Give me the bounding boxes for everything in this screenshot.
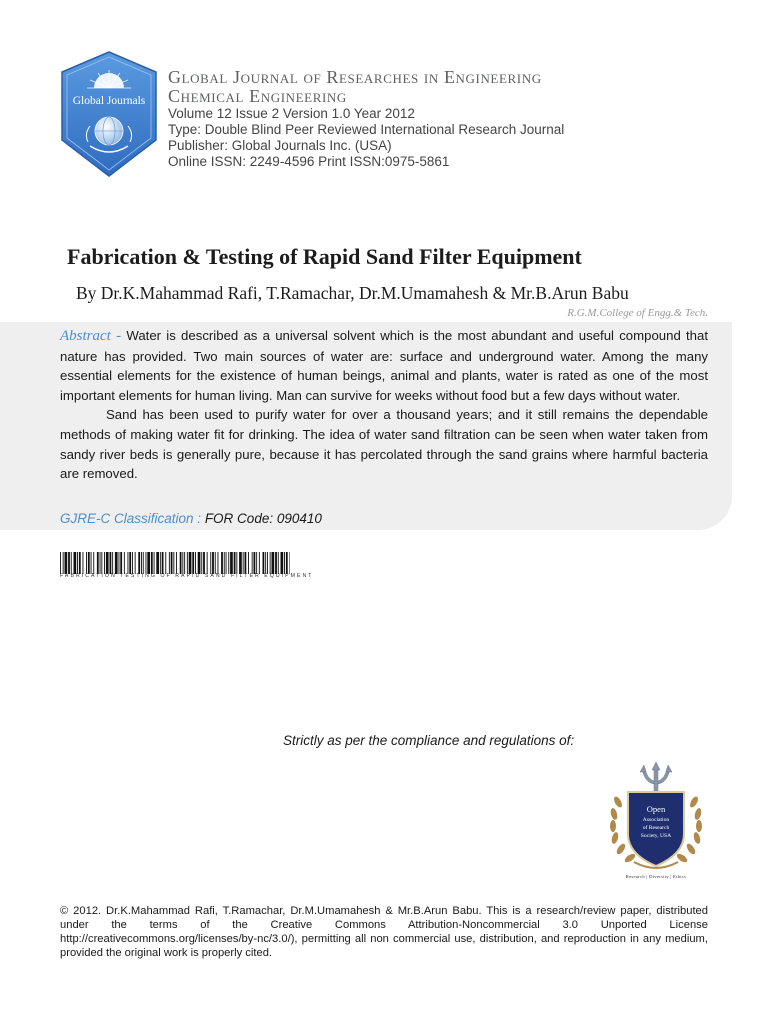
barcode <box>60 552 290 574</box>
emblem-line-2: Association <box>642 817 670 823</box>
paper-title: Fabrication & Testing of Rapid Sand Filter Equipment <box>67 244 582 269</box>
journal-header <box>168 68 564 170</box>
abstract-paragraph-2: Sand has been used to purify water for over a thousand years; and it still remains the dependable methods of making water fit for drinking. The idea of water sand filtration can be seen when water taken from sandy river beds is generally pure, because it has percolated through the sand grains where harmful bacteria are removed. <box>60 407 708 482</box>
journal-section: Chemical Engineering <box>168 86 347 106</box>
classification-value: FOR Code: 090410 <box>204 511 322 526</box>
paper-authors: By Dr.K.Mahammad Rafi, T.Ramachar, Dr.M.Umamahesh & Mr.B.Arun Babu <box>76 283 629 303</box>
abstract-text-1: Water is described as a universal solvent which is the most abundant and useful compound that nature has provided. Two main sources of water are: surface and underground water. Among the many essential elements for the existence of human beings, animal and plants, water is rated as one of the most important elements for human living. Man can survive for weeks without food but a few days without water. <box>60 328 709 403</box>
emblem-tagline: Research | Diversity | Ethics <box>625 874 687 879</box>
emblem-line-1: Open <box>646 804 666 814</box>
emblem-line-3: of Research <box>642 825 670 831</box>
publisher-line: Publisher: Global Journals Inc. (USA) <box>168 138 392 153</box>
open-association-emblem <box>604 762 708 884</box>
global-journals-logo <box>60 50 158 178</box>
copyright-notice: © 2012. Dr.K.Mahammad Rafi, T.Ramachar, Dr.M.Umamahesh & Mr.B.Arun Babu. This is a research/review paper, distributed under the terms of the Creative Commons Attribution-Noncommercial 3.0 Unported License http://creativecommons.org/licenses/by-nc/3.0/), permitting all non commercial use, distribution, and reproduction in any medium, provided the original work is properly cited. <box>60 905 708 959</box>
barcode-caption: FABRICATION TESTING OF RAPID SAND FILTER EQUIPMENT <box>60 573 314 579</box>
volume-line: Volume 12 Issue 2 Version 1.0 Year 2012 <box>168 106 415 121</box>
logo-text: Global Journals <box>72 95 146 107</box>
abstract-label: Abstract - <box>60 328 122 344</box>
emblem-line-4: Society, USA <box>640 833 672 839</box>
author-affiliation: R.G.M.College of Engg.& Tech. <box>567 307 708 319</box>
classification <box>60 511 322 526</box>
issn-line: Online ISSN: 2249-4596 Print ISSN:0975-5861 <box>168 154 450 169</box>
abstract <box>60 326 708 484</box>
compliance-text: Strictly as per the compliance and regulations of: <box>283 733 575 748</box>
classification-label: GJRE-C Classification : <box>60 511 202 526</box>
journal-name: Global Journal of Researches in Engineering <box>168 67 542 87</box>
type-line: Type: Double Blind Peer Reviewed International Research Journal <box>168 122 565 137</box>
abstract-paragraph-1 <box>60 326 708 405</box>
